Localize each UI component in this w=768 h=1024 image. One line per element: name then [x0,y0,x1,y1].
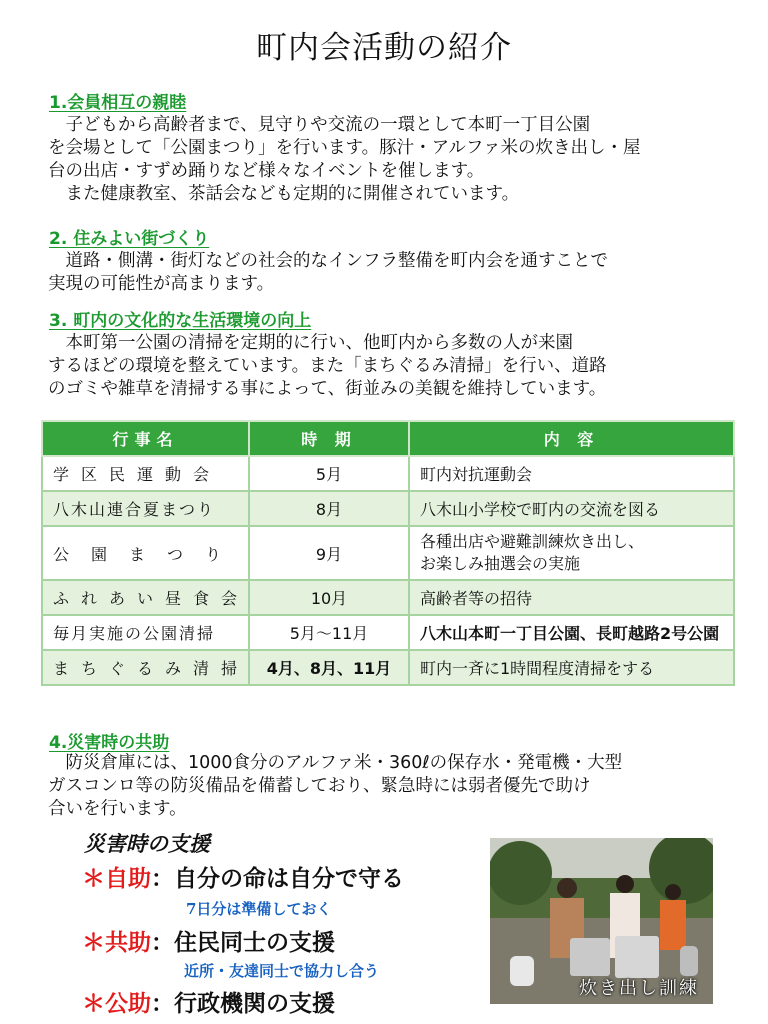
table-row [42,491,734,526]
support-text: 行政機関の支援 [174,990,335,1017]
section-3-line: するほどの環境を整えています。また「まちぐるみ清掃」を行い、道路 [48,356,607,376]
asterisk-mark: ＊ [82,929,105,956]
section-3-body [48,332,728,401]
event-time: 10月 [249,580,409,615]
section-1-body [48,114,728,206]
event-name: 公園まつり [42,526,249,580]
event-content [409,526,734,580]
event-time: 8月 [249,491,409,526]
table-row [42,615,734,650]
section-3-heading: 3. 町内の文化的な生活環境の向上 [49,311,312,331]
support-label: 共助 [105,929,151,956]
section-1-line: を会場として「公園まつり」を行います。豚汁・アルファ米の炊き出し・屋 [48,138,641,158]
event-time: 9月 [249,526,409,580]
section-4-line: 防災倉庫には、1000食分のアルファ米・360ℓの保存水・発電機・大型 [48,753,623,773]
header-event-name: 行事名 [42,421,249,456]
asterisk-mark: ＊ [82,865,105,892]
support-text: 住民同士の支援 [174,929,335,956]
section-2-line: 道路・側溝・街灯などの社会的なインフラ整備を町内会を通すことで [48,251,608,271]
event-name: ふれあい昼食会 [42,580,249,615]
header-time: 時 期 [249,421,409,456]
asterisk-mark: ＊ [82,990,105,1017]
support-title: 災害時の支援 [84,831,210,856]
event-name: まちぐるみ清掃 [42,650,249,685]
section-4-heading: 4.災害時の共助 [49,733,170,753]
section-4-line: 合いを行います。 [48,799,187,819]
section-2-body [48,250,728,296]
section-1-heading: 1.会員相互の親睦 [49,93,187,113]
support-colon: ： [151,990,174,1017]
event-content: 町内一斉に1時間程度清掃をする [409,650,734,685]
section-1-line: また健康教室、茶話会なども定期的に開催されています。 [48,184,520,204]
event-content-line: お楽しみ抽選会の実施 [420,554,581,573]
event-time: 5月～11月 [249,615,409,650]
event-time: 4月、8月、11月 [249,650,409,685]
support-text: 自分の命は自分で守る [174,865,404,892]
event-name: 毎月実施の公園清掃 [42,615,249,650]
cooking-drill-photo [490,838,713,1004]
event-time: 5月 [249,456,409,491]
event-name: 学区民運動会 [42,456,249,491]
event-content: 八木山小学校で町内の交流を図る [409,491,734,526]
support-public-help [82,985,335,1018]
photo-caption: 炊き出し訓練 [579,978,699,999]
section-4-line: ガスコンロ等の防災備品を備蓄しており、緊急時には弱者優先で助け [48,776,591,796]
support-mutual-help-sub: 近所・友達同士で協力し合う [184,962,380,980]
section-2-line: 実現の可能性が高まります。 [48,274,275,294]
event-content: 八木山本町一丁目公園、長町越路2号公園 [409,615,734,650]
table-row [42,580,734,615]
table-row [42,526,734,580]
event-content-line: 各種出店や避難訓練炊き出し、 [420,532,645,551]
support-self-help-sub: 7日分は準備しておく [186,900,332,918]
event-content: 町内対抗運動会 [409,456,734,491]
table-row [42,456,734,491]
table-row [42,650,734,685]
support-mutual-help [82,924,335,957]
support-label: 自助 [105,865,151,892]
support-colon: ： [151,865,174,892]
support-label: 公助 [105,990,151,1017]
events-table [41,420,735,686]
header-content: 内 容 [409,421,734,456]
support-colon: ： [151,929,174,956]
section-3-line: のゴミや雑草を清掃する事によって、街並みの美観を維持しています。 [48,379,607,399]
section-1-line: 子どもから高齢者まで、見守りや交流の一環として本町一丁目公園 [48,115,591,135]
section-1-line: 台の出店・すずめ踊りなど様々なイベントを催します。 [48,161,485,181]
section-3-line: 本町第一公園の清掃を定期的に行い、他町内から多数の人が来園 [48,333,573,353]
section-4-body [48,752,728,821]
event-name: 八木山連合夏まつり [42,491,249,526]
support-self-help [82,860,404,893]
event-content: 高齢者等の招待 [409,580,734,615]
table-header-row [42,421,734,456]
section-2-heading: 2. 住みよい街づくり [49,229,210,249]
page-title: 町内会活動の紹介 [256,30,512,66]
